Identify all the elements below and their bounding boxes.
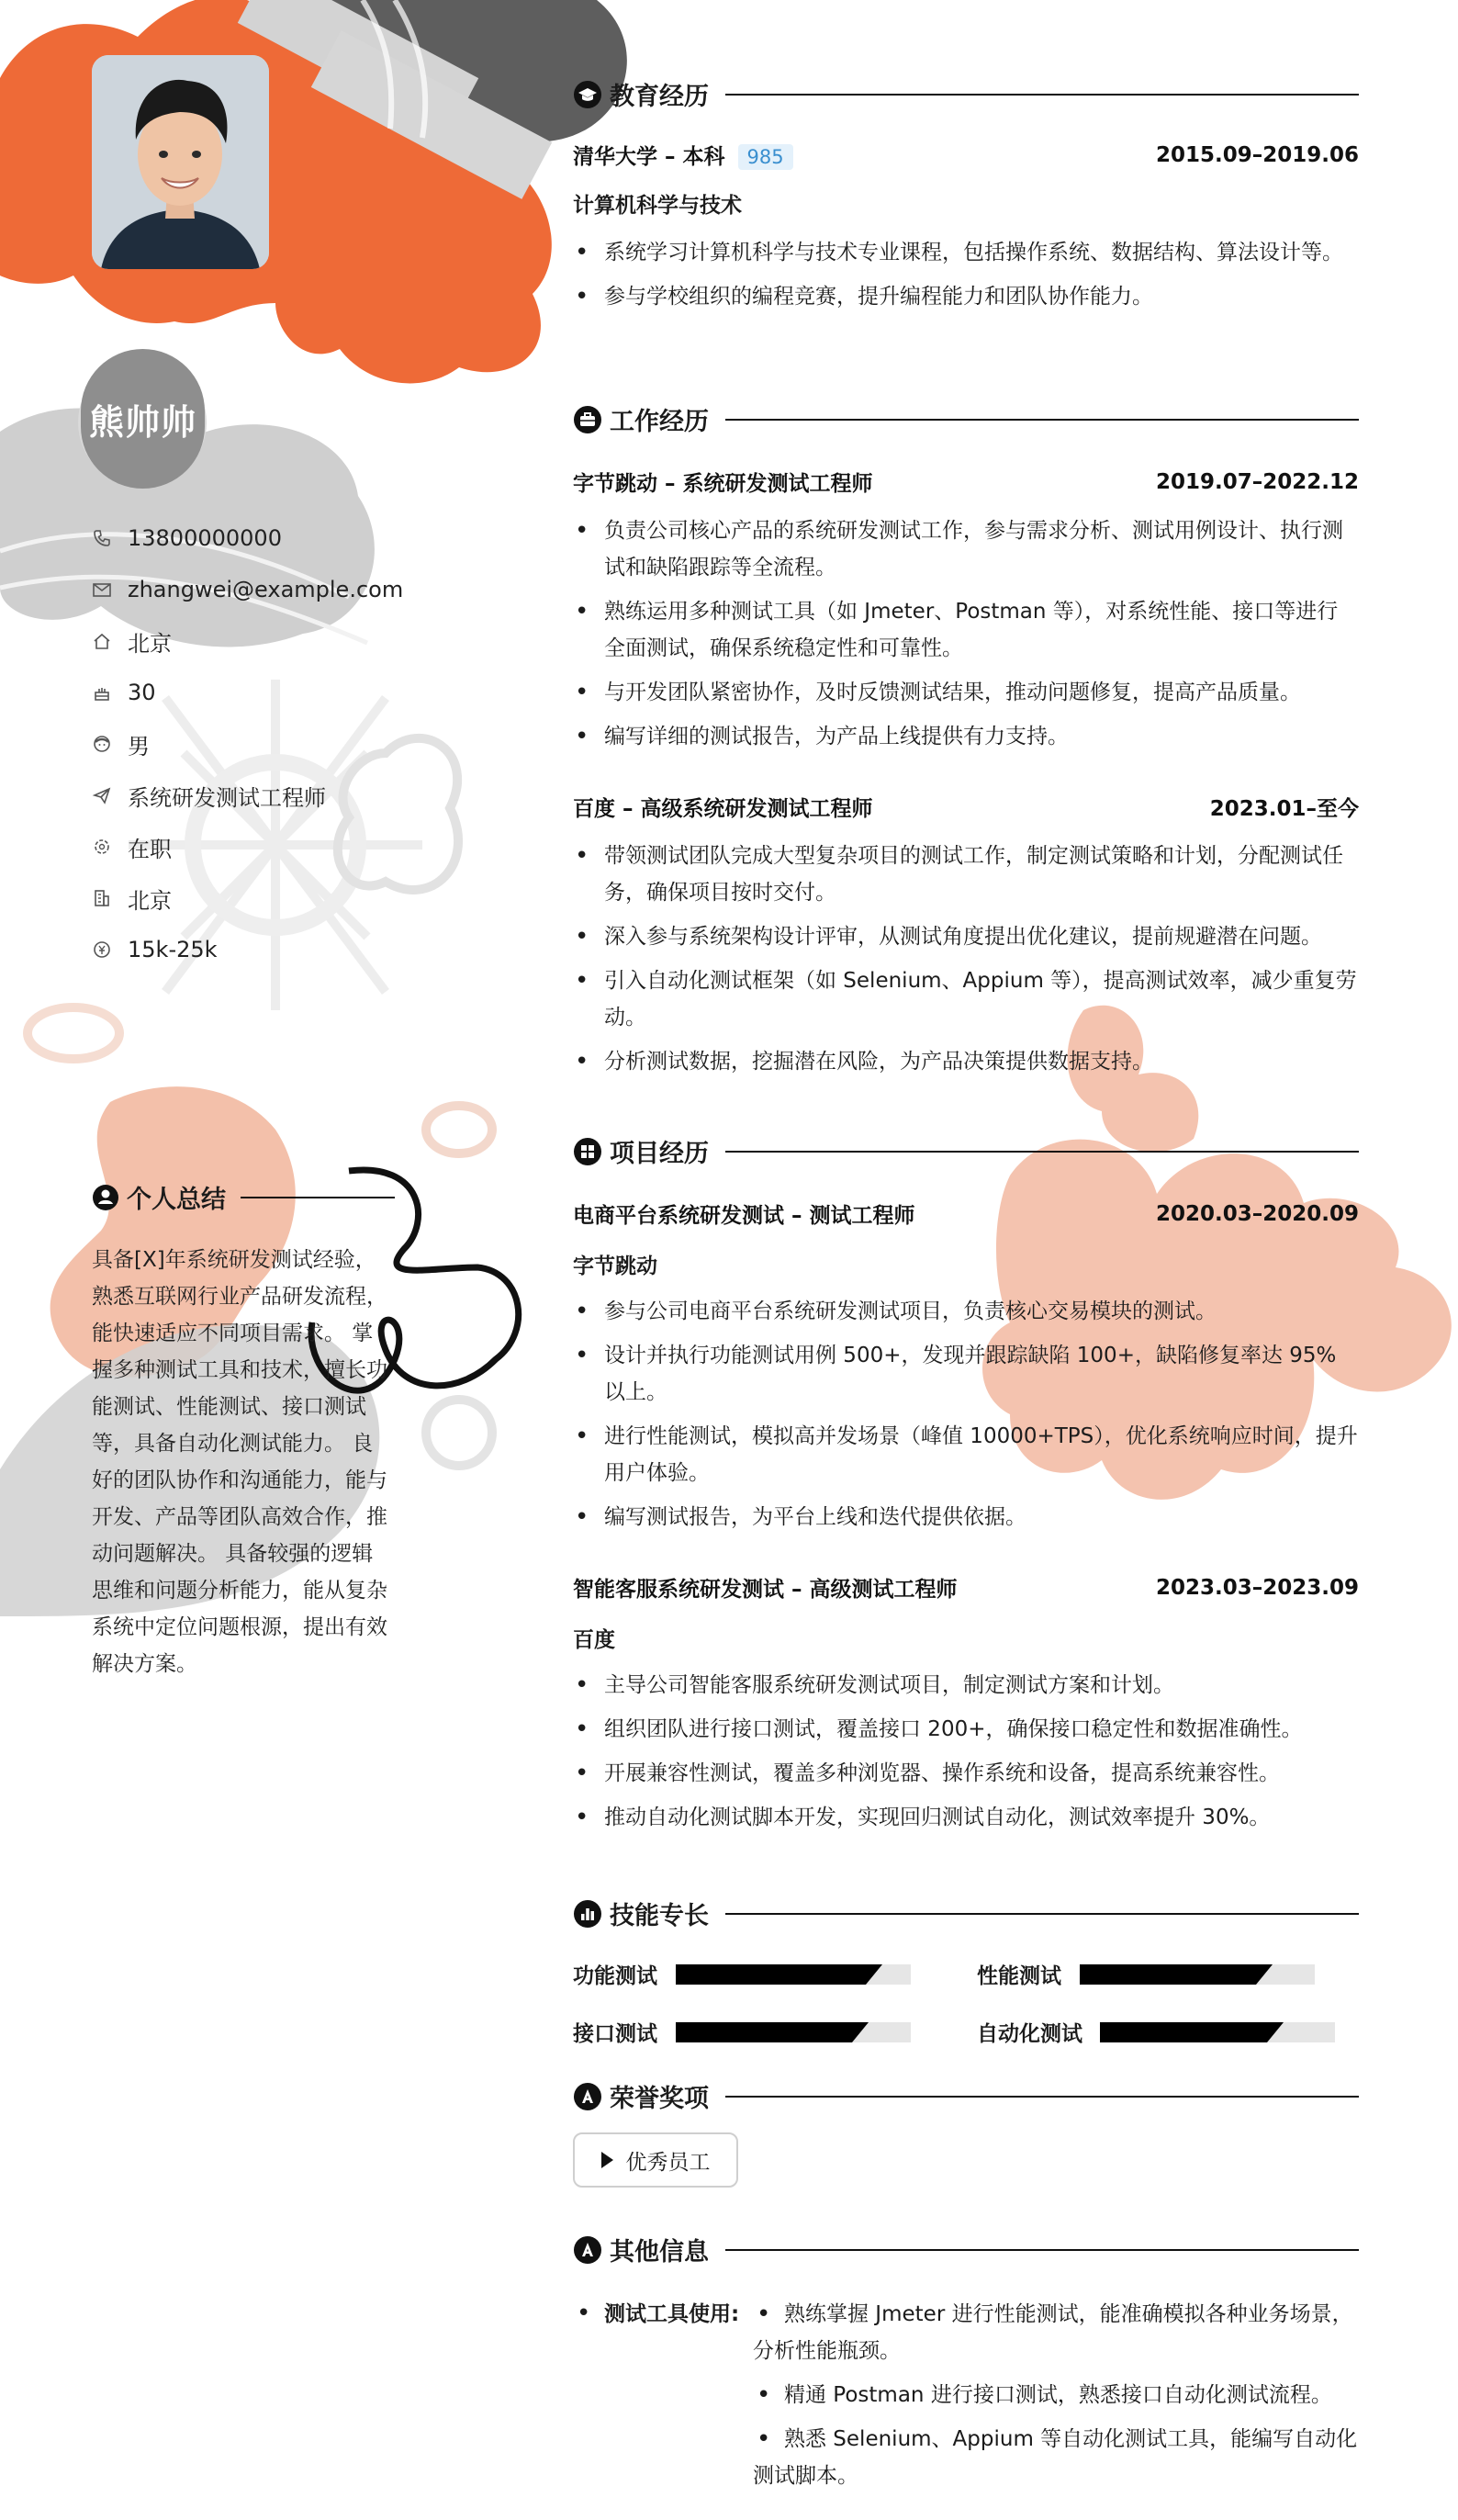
skill-item [977,1959,1315,1989]
status-icon [92,837,112,857]
list-item: • 负责公司核心产品的系统研发测试工作，参与需求分析、测试用例设计、执行测试和缺陷跟踪等全流程。 [573,512,1359,586]
section-rule [241,1197,395,1198]
projects-section-header [573,1133,1359,1169]
list-item: • 带领测试团队完成大型复杂项目的测试工作，制定测试策略和计划，分配测试任务，确保项目按时交付。 [573,838,1359,911]
awards-section-header [573,2078,1359,2114]
other-section-header [573,2232,1359,2267]
contact-status: 在职 [92,821,477,872]
skill-bar-fill [1100,2022,1267,2042]
skill-bar-fill [1080,1964,1256,1985]
list-item: • 参与公司电商平台系统研发测试项目，负责核心交易模块的测试。 [573,1293,1359,1330]
contact-age: 30 [92,667,477,718]
contact-gender: 男 [92,718,477,770]
list-item: • 熟练掌握 Jmeter 进行性能测试，能准确模拟各种业务场景，分析性能瓶颈。 [753,2296,1359,2369]
home-icon [92,631,112,651]
job-date: 2023.01–至今 [1209,797,1359,821]
bullet-dot: • [577,2300,591,2327]
skill-item [573,2017,911,2047]
section-rule [725,2096,1359,2098]
send-icon [92,785,112,805]
list-item: • 分析测试数据，挖掘潜在风险，为产品决策提供数据支持。 [573,1043,1359,1080]
project-bullets [573,1293,1359,1543]
job-row [573,792,1359,822]
project-bullets [573,1667,1359,1843]
award-chip-button[interactable] [573,2132,738,2188]
list-item: • 设计并执行功能测试用例 500+，发现并跟踪缺陷 100+，缺陷修复率达 95% 以上。 [573,1337,1359,1411]
contact-city: 北京 [92,872,477,924]
skill-name: 性能测试 [977,1964,1061,1988]
list-item: • 开展兼容性测试，覆盖多种浏览器、操作系统和设备，提高系统兼容性。 [573,1755,1359,1792]
education-school: 清华大学 – 本科 985 [573,140,793,170]
other-title: 其他信息 [610,2238,709,2267]
building-icon [92,888,112,908]
job-bullets [573,512,1359,762]
work-section-header [573,401,1359,437]
contact-phone[interactable]: 13800000000 [92,512,477,564]
list-item: • 深入参与系统架构设计评审，从测试角度提出优化建议，提前规避潜在问题。 [573,918,1359,955]
project-row [573,1572,1359,1603]
project-date: 2020.03–2020.09 [1155,1201,1359,1226]
contact-email[interactable]: zhangwei@example.com [92,564,477,615]
job-bullets [573,838,1359,1087]
user-circle-icon [92,1184,119,1211]
list-item: • 编写详细的测试报告，为产品上线提供有力支持。 [573,718,1359,755]
section-rule [725,1913,1359,1915]
education-row [573,140,1359,170]
person-name: 熊帅帅 [88,401,196,443]
work-title: 工作经历 [610,408,709,436]
graduation-cap-icon [573,80,602,109]
project-heading: 电商平台系统研发测试 – 测试工程师 [573,1204,915,1228]
list-item: • 主导公司智能客服系统研发测试项目，制定测试方案和计划。 [573,1667,1359,1704]
education-bullets [573,234,1359,322]
award-label: 优秀员工 [625,2150,711,2175]
skill-bar-fill [676,1964,866,1985]
project-date: 2023.03–2023.09 [1155,1575,1359,1600]
education-title: 教育经历 [610,83,709,111]
name-badge [81,349,205,489]
list-item: • 熟悉 Selenium、Appium 等自动化测试工具，能编写自动化测试脚本。 [753,2421,1359,2494]
play-icon [601,2152,613,2168]
skills-title: 技能专长 [610,1902,709,1930]
skill-bar [676,2022,911,2042]
job-date: 2019.07–2022.12 [1155,469,1359,494]
list-item: • 与开发团队紧密协作，及时反馈测试结果，推动问题修复，提高产品质量。 [573,674,1359,711]
summary-section-header [92,1179,395,1215]
person-icon [92,734,112,754]
profile-photo [92,55,269,269]
briefcase-icon [573,405,602,434]
summary-title: 个人总结 [127,1186,226,1214]
list-item: • 熟练运用多种测试工具（如 Jmeter、Postman 等），对系统性能、接口等进行全面测试，确保系统稳定性和可靠性。 [573,593,1359,667]
education-date: 2015.09–2019.06 [1155,142,1359,167]
section-rule [725,1151,1359,1153]
section-rule [725,419,1359,421]
skill-bar-fill [676,2022,852,2042]
grid-icon [573,1137,602,1166]
education-major: 计算机科学与技术 [573,194,742,218]
contact-salary: 15k-25k [92,924,477,975]
award-icon [573,2082,602,2111]
job-heading: 百度 – 高级系统研发测试工程师 [573,797,873,821]
awards-title: 荣誉奖项 [610,2085,709,2113]
phone-icon [92,528,112,548]
list-item: • 组织团队进行接口测试，覆盖接口 200+，确保接口稳定性和数据准确性。 [573,1711,1359,1748]
section-rule [725,94,1359,96]
avatar-illustration [92,55,269,269]
contact-location: 北京 [92,615,477,667]
bar-chart-icon [573,1899,602,1929]
skill-name: 自动化测试 [977,2022,1082,2046]
section-rule [725,2249,1359,2251]
list-item: • 进行性能测试，模拟高并发场景（峰值 10000+TPS），优化系统响应时间，提升用户体验。 [573,1418,1359,1491]
project-heading: 智能客服系统研发测试 – 高级测试工程师 [573,1578,958,1602]
list-item: • 引入自动化测试框架（如 Selenium、Appium 等），提高测试效率，减少重复劳动。 [573,962,1359,1036]
projects-title: 项目经历 [610,1140,709,1168]
skills-section-header [573,1896,1359,1931]
list-item: • 编写测试报告，为平台上线和迭代提供依据。 [573,1499,1359,1536]
contact-list [92,512,477,975]
skill-bar [676,1964,911,1985]
skill-name: 接口测试 [573,2022,657,2046]
contact-position: 系统研发测试工程师 [92,770,477,821]
skill-bar [1100,2022,1335,2042]
list-item: • 系统学习计算机科学与技术专业课程，包括操作系统、数据结构、算法设计等。 [573,234,1359,271]
school-tag-badge: 985 [738,144,793,170]
money-icon [92,939,112,960]
list-item: • 参与学校组织的编程竞赛，提升编程能力和团队协作能力。 [573,278,1359,315]
education-section-header [573,76,1359,112]
project-row [573,1198,1359,1229]
skill-name: 功能测试 [573,1964,657,1988]
job-row [573,467,1359,497]
job-heading: 字节跳动 – 系统研发测试工程师 [573,472,873,496]
list-item: • 推动自动化测试脚本开发，实现回归测试自动化，测试效率提升 30%。 [573,1799,1359,1836]
summary-text: 具备[X]年系统研发测试经验，熟悉互联网行业产品研发流程，能快速适应不同项目需求。 掌握多种测试工具和技术，擅长功能测试、性能测试、接口测试等，具备自动化测试能力。 良好的团队协作和沟通能力，能与开发、产品等团队高效合作，推动问题解决。 具备较强的逻辑思维和问题分析能力，能从复杂系统中定位问题根源，提出有效解决方案。 [92,1248,387,1676]
skill-bar [1080,1964,1315,1985]
skill-item [977,2017,1335,2047]
info-icon [573,2235,602,2265]
other-label: 测试工具使用: [604,2302,740,2326]
other-bullets [753,2296,1359,2502]
cake-icon [92,682,112,703]
skill-item [573,1959,911,1989]
project-company: 百度 [573,1628,615,1652]
project-company: 字节跳动 [573,1254,657,1278]
mail-icon [92,579,112,600]
list-item: • 精通 Postman 进行接口测试，熟悉接口自动化测试流程。 [753,2377,1359,2413]
